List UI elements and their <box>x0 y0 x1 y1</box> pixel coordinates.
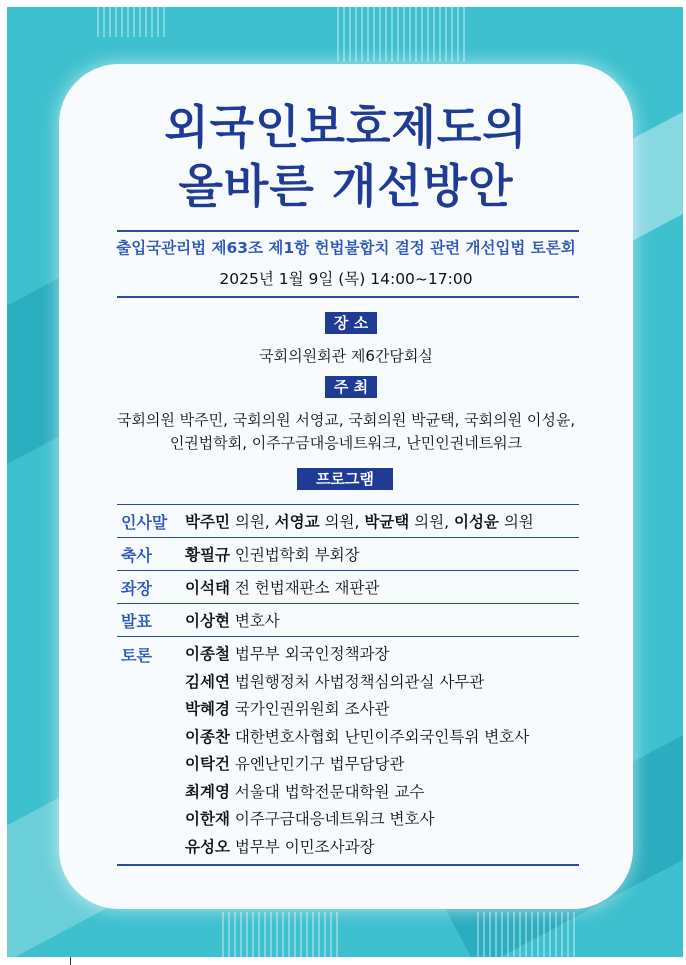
venue-text: 국회의원회관 제6간담회실 <box>259 347 433 365</box>
discussant <box>185 836 529 864</box>
subtitle: 출입국관리법 제63조 제1항 헌법불합치 결정 관련 개선입법 토론회 <box>116 239 576 257</box>
program-badge: 프로그램 <box>297 468 393 490</box>
discussant-name: 이종찬 <box>185 727 230 746</box>
title-line-1: 외국인보호제도의 <box>164 100 528 154</box>
discussion-row <box>117 636 579 863</box>
program-row-label: 발표 <box>121 611 152 631</box>
speaker-role: 인권법학회 부회장 <box>229 546 360 564</box>
speaker-role: 의원, <box>229 513 275 531</box>
discussant-role: 법무부 이민조사과장 <box>229 837 375 856</box>
divider <box>117 230 579 232</box>
discussant-name: 유성오 <box>185 837 230 856</box>
program-row <box>117 504 579 537</box>
program-table <box>117 504 579 863</box>
host-line-1: 국회의원 박주민, 국회의원 서영교, 국회의원 박균택, 국회의원 이성윤, <box>116 411 576 429</box>
discussant-role: 유엔난민기구 법무담당관 <box>229 755 405 773</box>
page-mark <box>70 957 71 965</box>
divider <box>117 296 579 298</box>
speaker-name: 박주민 <box>185 513 230 531</box>
discussant-role: 대한변호사협회 난민이주외국인특위 변호사 <box>229 727 530 746</box>
speaker-name: 박균택 <box>364 513 410 531</box>
host-line-2: 인권법학회, 이주구금대응네트워크, 난민인권네트워크 <box>169 434 523 452</box>
speaker-role: 전 헌법재판소 재판관 <box>229 579 380 597</box>
decorative-stripes <box>337 7 467 62</box>
decorative-stripes <box>97 7 167 37</box>
speaker-name: 이상현 <box>185 612 230 630</box>
discussant-name: 이탁건 <box>185 755 230 773</box>
program-row-content <box>185 576 379 598</box>
host-badge: 주 최 <box>325 376 377 398</box>
poster-background <box>7 7 683 957</box>
content-card <box>59 64 633 909</box>
discussant <box>185 781 529 809</box>
discussant-role: 법무부 외국인정책과장 <box>229 645 390 663</box>
program-row <box>117 537 579 570</box>
discussant <box>185 671 529 699</box>
discussant-name: 김세연 <box>185 672 230 691</box>
discussant-name: 이종철 <box>185 645 230 663</box>
program-row-label: 인사말 <box>121 512 168 532</box>
program-row-content <box>185 609 280 631</box>
event-date: 2025년 1월 9일 (목) 14:00~17:00 <box>219 270 473 288</box>
program-row-content <box>185 543 360 565</box>
decorative-stripes <box>222 912 342 957</box>
discussant-name: 최계영 <box>185 782 230 801</box>
discussant-role: 법원행정처 사법정책심의관실 사무관 <box>229 672 485 691</box>
divider <box>117 864 579 866</box>
discussant <box>185 643 529 671</box>
venue-badge: 장 소 <box>325 312 377 334</box>
speaker-name: 서영교 <box>274 513 320 531</box>
discussant <box>185 698 529 726</box>
discussant-name: 이한재 <box>185 810 230 828</box>
speaker-name: 황필규 <box>185 546 230 564</box>
discussant-role: 이주구금대응네트워크 변호사 <box>229 810 435 828</box>
speaker-role: 의원, <box>319 513 365 531</box>
discussant-name: 박혜경 <box>185 700 230 718</box>
speaker-role: 의원 <box>498 513 534 531</box>
speaker-role: 변호사 <box>229 612 280 630</box>
program-row-label: 좌장 <box>121 578 152 598</box>
discussant-role: 서울대 법학전문대학원 교수 <box>229 782 425 801</box>
discussant-list <box>185 643 529 863</box>
speaker-name: 이성윤 <box>453 513 499 531</box>
program-row-label: 축사 <box>121 545 152 565</box>
speaker-role: 의원, <box>409 513 454 531</box>
discussant <box>185 808 529 836</box>
discussant-role: 국가인권위원회 조사관 <box>229 700 390 718</box>
program-row-content <box>185 510 534 532</box>
discussion-label: 토론 <box>121 646 152 665</box>
program-row <box>117 570 579 603</box>
discussant <box>185 753 529 781</box>
program-row <box>117 603 579 636</box>
speaker-name: 이석태 <box>185 579 230 597</box>
title-line-2: 올바른 개선방안 <box>178 159 514 213</box>
discussant <box>185 726 529 754</box>
decorative-stripes <box>477 912 577 957</box>
